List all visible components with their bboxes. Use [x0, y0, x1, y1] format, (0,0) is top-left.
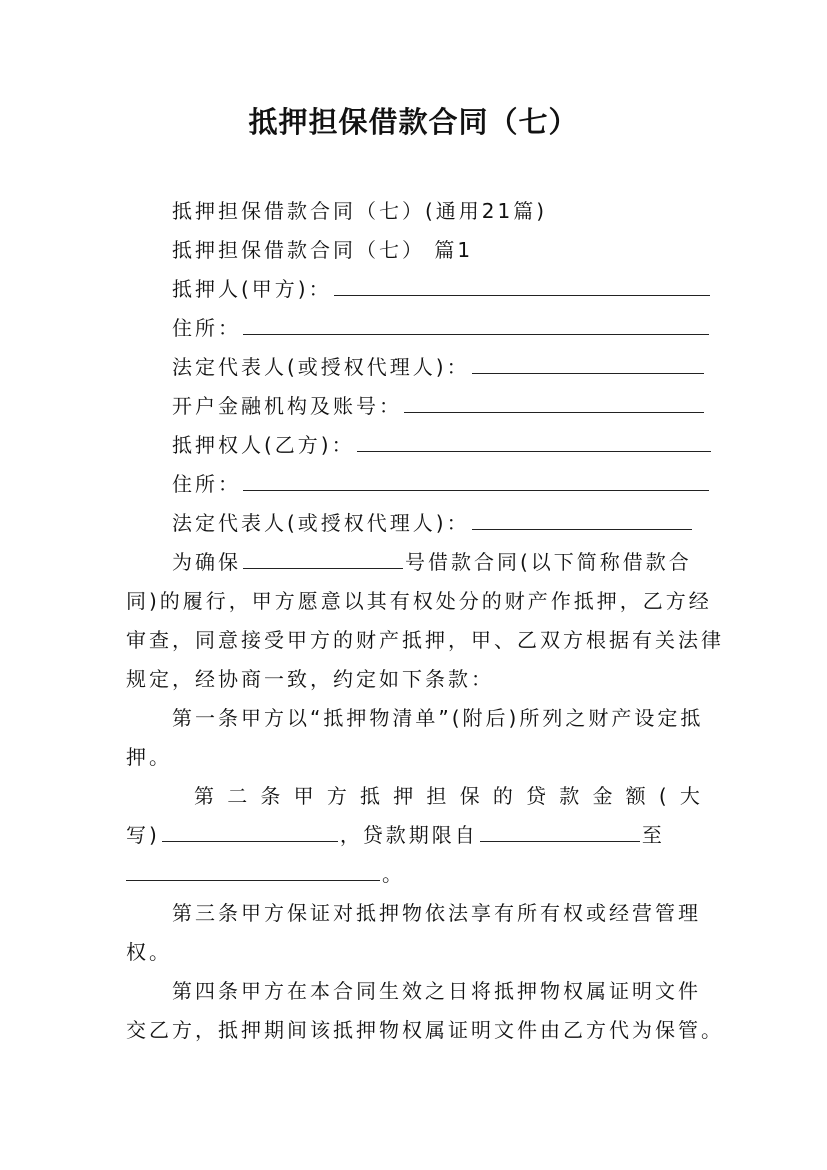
article2-char: 方 — [326, 784, 347, 808]
preamble-line-1 — [172, 549, 692, 575]
article2-text-end: 。 — [382, 862, 405, 886]
legal-rep1-field — [172, 354, 706, 380]
pledgee-label: 抵押权人(乙方)： — [172, 433, 355, 457]
pledgor-field — [172, 276, 712, 302]
article2-char: 甲 — [293, 784, 314, 808]
article2-char: ( — [658, 784, 667, 808]
article1-line-1: 第一条甲方以“抵押物清单”(附后)所列之财产设定抵 — [172, 706, 704, 730]
pledgor-label: 抵押人(甲方)： — [172, 277, 332, 301]
article2-char: 押 — [393, 784, 414, 808]
bank-account-label: 开户金融机构及账号： — [172, 394, 402, 418]
bank-account-blank — [404, 394, 704, 413]
article2-line-3 — [126, 861, 405, 887]
article2-char: 条 — [260, 784, 281, 808]
article2-char: 的 — [492, 784, 513, 808]
legal-rep1-label: 法定代表人(或授权代理人)： — [172, 355, 470, 379]
preamble-line-3: 审查，同意接受甲方的财产抵押，甲、乙双方根据有关法律 — [126, 628, 724, 652]
article2-char: 额 — [625, 784, 646, 808]
article2-text-a: 写) — [126, 823, 160, 847]
loan-start-blank — [480, 823, 640, 842]
legal-rep2-field — [172, 510, 694, 536]
address2-label: 住所： — [172, 472, 241, 496]
pledgee-field — [172, 432, 713, 458]
article2-char: 二 — [227, 784, 248, 808]
loan-contract-no-blank — [243, 550, 403, 569]
article2-char: 担 — [426, 784, 447, 808]
article3-line-1: 第三条甲方保证对抵押物依法享有所有权或经营管理 — [172, 901, 701, 925]
pledgor-blank — [334, 277, 710, 296]
legal-rep1-blank — [472, 355, 704, 374]
article2-char: 第 — [194, 784, 214, 808]
article2-char: 保 — [459, 784, 480, 808]
section-heading: 抵押担保借款合同（七） 篇1 — [172, 238, 474, 262]
article2-line-1 — [194, 783, 700, 809]
address1-blank — [243, 316, 709, 335]
address2-field — [172, 471, 711, 497]
loan-amount-blank — [162, 823, 338, 842]
preamble-line-2: 同)的履行，甲方愿意以其有权处分的财产作抵押，乙方经 — [126, 589, 712, 613]
bank-account-field — [172, 393, 706, 419]
article2-char: 抵 — [360, 784, 381, 808]
article1-line-2: 押。 — [126, 745, 172, 769]
preamble-text-b: 号借款合同(以下简称借款合 — [405, 550, 692, 574]
legal-rep2-label: 法定代表人(或授权代理人)： — [172, 511, 470, 535]
article2-text-b: ，贷款期限自 — [339, 823, 478, 847]
article2-char: 大 — [679, 784, 700, 808]
preamble-line-4: 规定，经协商一致，约定如下条款： — [126, 667, 494, 691]
loan-end-blank — [126, 862, 380, 881]
article2-char: 贷 — [526, 784, 547, 808]
address1-field — [172, 315, 711, 341]
address1-label: 住所： — [172, 316, 241, 340]
preamble-text-a: 为确保 — [172, 550, 241, 574]
article4-line-1: 第四条甲方在本合同生效之日将抵押物权属证明文件 — [172, 979, 701, 1003]
article3-line-2: 权。 — [126, 940, 172, 964]
address2-blank — [243, 472, 709, 491]
legal-rep2-blank — [472, 511, 692, 530]
pledgee-blank — [357, 433, 711, 452]
article2-char: 金 — [592, 784, 613, 808]
article2-text-c: 至 — [641, 823, 665, 847]
article4-line-2: 交乙方，抵押期间该抵押物权属证明文件由乙方代为保管。 — [126, 1018, 724, 1042]
document-subtitle: 抵押担保借款合同（七）(通用21篇) — [172, 199, 548, 223]
document-title: 抵押担保借款合同（七） — [248, 105, 579, 139]
article2-char: 款 — [559, 784, 580, 808]
article2-line-2 — [126, 822, 665, 848]
